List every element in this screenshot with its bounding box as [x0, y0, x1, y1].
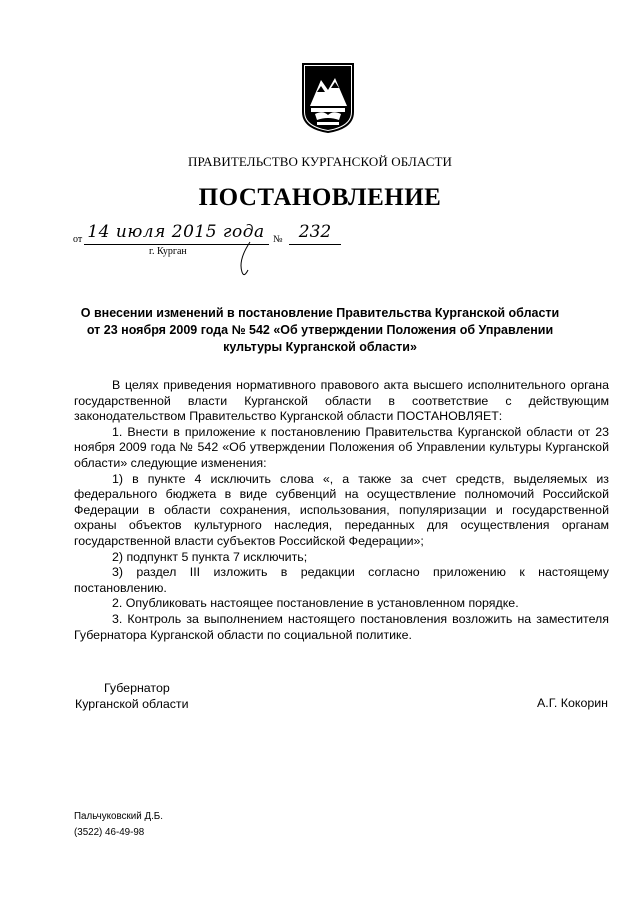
body-paragraph: 2) подпункт 5 пункта 7 исключить;: [112, 549, 308, 564]
executor-contact: [74, 809, 163, 841]
handwritten-number: 232: [298, 222, 332, 242]
title-line: культуры Курганской области»: [223, 340, 417, 354]
signer-title-line: Курганской области: [75, 697, 189, 711]
body-paragraph: 1. Внести в приложение к постановлению Правительства Курганской области от 23 ноября 2009 года № 542 «Об утверждении Положения об Управлении культуры Курганской области» следующие изменения:: [74, 424, 609, 470]
executor-name: Пальчуковский Д.Б.: [74, 811, 163, 822]
body-paragraph: 3. Контроль за выполнением настоящего постановления возложить на заместителя Губернатора Курганской области по социальной политике.: [74, 611, 609, 642]
handwriting-stroke: [228, 240, 268, 280]
document-type: ПОСТАНОВЛЕНИЕ: [198, 184, 442, 211]
signer-title-line: Губернатор: [104, 681, 170, 695]
signer-name: А.Г. Кокорин: [536, 696, 608, 710]
number-sign: №: [273, 234, 283, 245]
city-label: г. Курган: [149, 246, 187, 257]
government-name: ПРАВИТЕЛЬСТВО КУРГАНСКОЙ ОБЛАСТИ: [187, 154, 453, 169]
body-paragraph: 2. Опубликовать настоящее постановление в установленном порядке.: [112, 596, 519, 611]
signer-title: [75, 680, 189, 712]
executor-phone: (3522) 46-49-98: [74, 827, 145, 838]
title-line: от 23 ноября 2009 года № 542 «Об утверждении Положения об Управлении: [86, 323, 554, 337]
handwritten-date: 14 июля 2015 года: [87, 222, 265, 242]
body-paragraph: 1) в пункте 4 исключить слова «, а также за счет средств, выделяемых из федерального бюджета в виде субвенций на осуществление полномочий Российской Федерации в области сохранения, использования, популяризации и государственной охраны объектов культурного наследия, переданных для осуществления органам государственной власти субъектов Российской Федерации»;: [74, 471, 609, 548]
document-title: [70, 305, 570, 356]
body-paragraph: В целях приведения нормативного правового акта высшего исполнительного органа государственной власти Курганской области в соответствие с действующим законодательством Правительство Курганской области ПОСТАНОВЛЯЕТ:: [74, 378, 609, 424]
coat-of-arms-emblem: [301, 62, 355, 134]
from-label: от: [73, 234, 83, 245]
title-line: О внесении изменений в постановление Правительства Курганской области: [80, 306, 560, 320]
number-underline: [289, 244, 341, 245]
document-body: [74, 378, 609, 643]
body-paragraph: 3) раздел III изложить в редакции согласно приложению к настоящему постановлению.: [74, 565, 609, 595]
